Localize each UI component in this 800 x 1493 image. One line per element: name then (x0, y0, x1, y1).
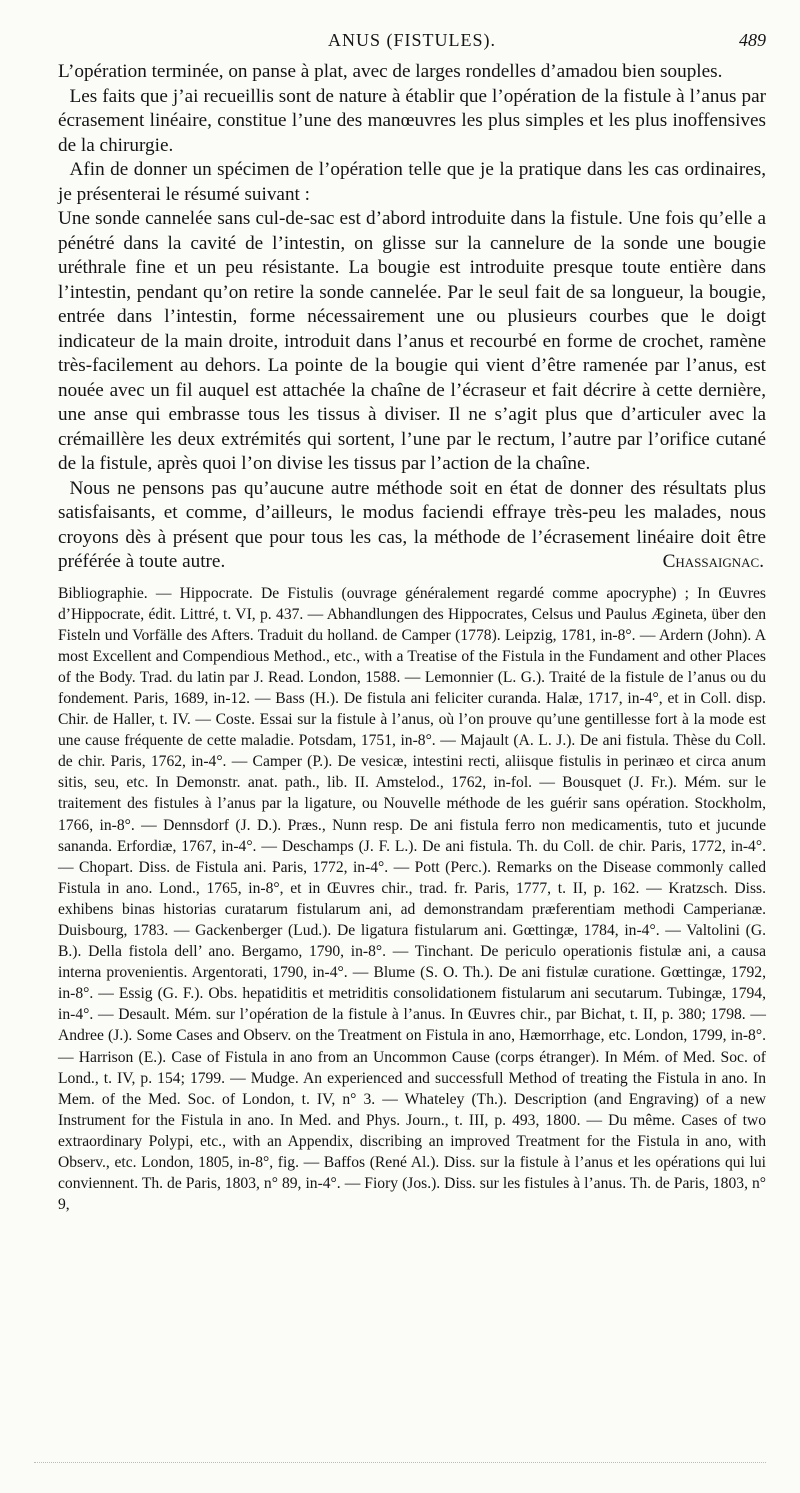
paragraph-3: Afin de donner un spécimen de l’opération telle que je la pratique dans les cas ordinaires, je présenterai le résumé suivant : (58, 159, 766, 205)
paragraph-1: L’opération terminée, on panse à plat, avec de larges rondelles d’amadou bien souples. (58, 61, 723, 82)
bibliography (58, 583, 766, 1216)
paragraph-5 (58, 477, 766, 575)
page-number: 489 (739, 30, 766, 50)
main-text (58, 60, 766, 575)
running-header (58, 30, 766, 60)
author-signature: Chassaignac. (662, 551, 764, 572)
running-title: ANUS (FISTULES). (327, 30, 496, 50)
paragraph-4: Une sonde cannelée sans cul-de-sac est d’abord introduite dans la fistule. Une fois qu’elle a pénétré dans la cavité de l’intestin, on glisse sur la cannelure de la sonde une bougie uréthrale fine et un peu résistante. La bougie est introduite presque toute entière dans l’intestin, pendant qu’on retire la sonde cannelée. Par le seul fait de sa longueur, la bougie, entrée dans l’intestin, forme nécessairement une ou plusieurs courbes que le doigt indicateur de la main droite, introduit dans l’anus et recourbé en forme de crochet, ramène très-facilement au dehors. La pointe de la bougie qui vient d’être ramenée par l’anus, est nouée avec un fil auquel est attachée la chaîne de l’écraseur et fait décrire à cette dernière, une anse qui embrasse tous les tissus à diviser. Il ne s’agit plus que d’articuler avec la crémaillère les deux extrémités qui sortent, l’une par le rectum, l’autre par l’orifice cutané de la fistule, après quoi l’on divise les tissus par l’action de la chaîne. (58, 208, 766, 474)
footer-rule (34, 1462, 766, 1463)
paragraph-5-text: Nous ne pensons pas qu’aucune autre méthode soit en état de donner des résultats plus satisfaisants, et comme, d’ailleurs, le modus faciendi effraye très-peu les malades, nous croyons dès à présent que pour tous les cas, la méthode de l’écrasement linéaire doit être préférée à toute autre. (58, 477, 766, 572)
bibliography-text: Bibliographie. — Hippocrate. De Fistulis (ouvrage généralement regardé comme apocryphe) ; In Œuvres d’Hippocrate, édit. Littré, t. VI, p. 437. — Abhandlungen des Hippocrates, Celsus und Paulus Ægineta, über den Fisteln und Vorfälle des Afters. Traduit du holland. de Camper (1778). Leipzig, 1781, in-8°. — Ardern (John). A most Excellent and Compendious Method., etc., with a Treatise of the Fistula in the Fundament and other Places of the Body. Trad. du latin par J. Read. London, 1588. — Lemonnier (L. G.). Traité de la fistule de l’anus ou du fondement. Paris, 1689, in-12. — Bass (H.). De fistula ani feliciter curanda. Halæ, 1717, in-4°, et in Coll. disp. Chir. de Haller, t. IV. — Coste. Essai sur la fistule à l’anus, où l’on prouve qu’une gentillesse fort à la mode est une cause fréquente de cette maladie. Potsdam, 1751, in-8°. — Majault (A. L. J.). De ani fistula. Thèse du Coll. de chir. Paris, 1762, in-4°. — Camper (P.). De vesicæ, intestini recti, aliisque fistulis in perinæo et circa anum sitis, seu, etc. In Demonstr. anat. path., lib. II. Amstelod., 1762, in-fol. — Bousquet (J. Fr.). Mém. sur le traitement des fistules à l’anus par la ligature, ou Nouvelle méthode de les guérir sans opération. Stockholm, 1766, in-8°. — Dennsdorf (J. D.). Præs., Nunn resp. De ani fistula ferro non medicamentis, tuto et jucunde sananda. Erfordiæ, 1767, in-4°. — Deschamps (J. F. L.). De ani fistula. Th. du Coll. de chir. Paris, 1772, in-4°. — Chopart. Diss. de Fistula ani. Paris, 1772, in-4°. — Pott (Perc.). Remarks on the Disease commonly called Fistula in ano. Lond., 1765, in-8°, et in Œuvres chir., trad. fr. Paris, 1777, t. II, p. 162. — Kratzsch. Diss. exhibens binas historias curatarum fistularum ani, ad demonstrandam præferentiam methodi Camperianæ. Duisbourg, 1783. — Gackenberger (Lud.). De ligatura fistularum ani. Gœttingæ, 1784, in-4°. — Valtolini (G. B.). Della fistola dell’ ano. Bergamo, 1790, in-8°. — Tinchant. De periculo operationis fistulæ ani, a causa interna provenientis. Argentorati, 1790, in-4°. — Blume (S. O. Th.). De ani fistulæ curatione. Gœttingæ, 1792, in-8°. — Essig (G. F.). Obs. hepatiditis et metriditis consolidationem fistularum ani secutarum. Tubingæ, 1794, in-4°. — Desault. Mém. sur l’opération de la fistule à l’anus. In Œuvres chir., par Bichat, t. II, p. 380; 1798. — Andree (J.). Some Cases and Observ. on the Treatment on Fistula in ano, Hæmorrhage, etc. London, 1799, in-8°. — Harrison (E.). Case of Fistula in ano from an Uncommon Cause (corps étranger). In Mém. of Med. Soc. of Lond., t. IV, p. 154; 1799. — Mudge. An experienced and successfull Method of treating the Fistula in ano. In Mem. of the Med. Soc. of London, t. IV, n° 3. — Whateley (Th.). Description (and Engraving) of a new Instrument for the Fistula in ano. In Med. and Phys. Journ., t. III, p. 493, 1800. — Du même. Cases of two extraordinary Polypi, etc., with an Appendix, discribing an improved Treatment for the Fistula in ano, with Observ., etc. London, 1805, in-8°, fig. — Baffos (René Al.). Diss. sur la fistule à l’anus et les opérations qui lui conviennent. Th. de Paris, 1803, n° 89, in-4°. — Fiory (Jos.). Diss. sur les fistules à l’anus. Th. de Paris, 1803, n° 9, (58, 584, 766, 1214)
paragraph-2: Les faits que j’ai recueillis sont de nature à établir que l’opération de la fistule à l’anus par écrasement linéaire, constitue l’une des manœuvres les plus simples et les plus inoffensives de la chirurgie. (58, 85, 766, 156)
